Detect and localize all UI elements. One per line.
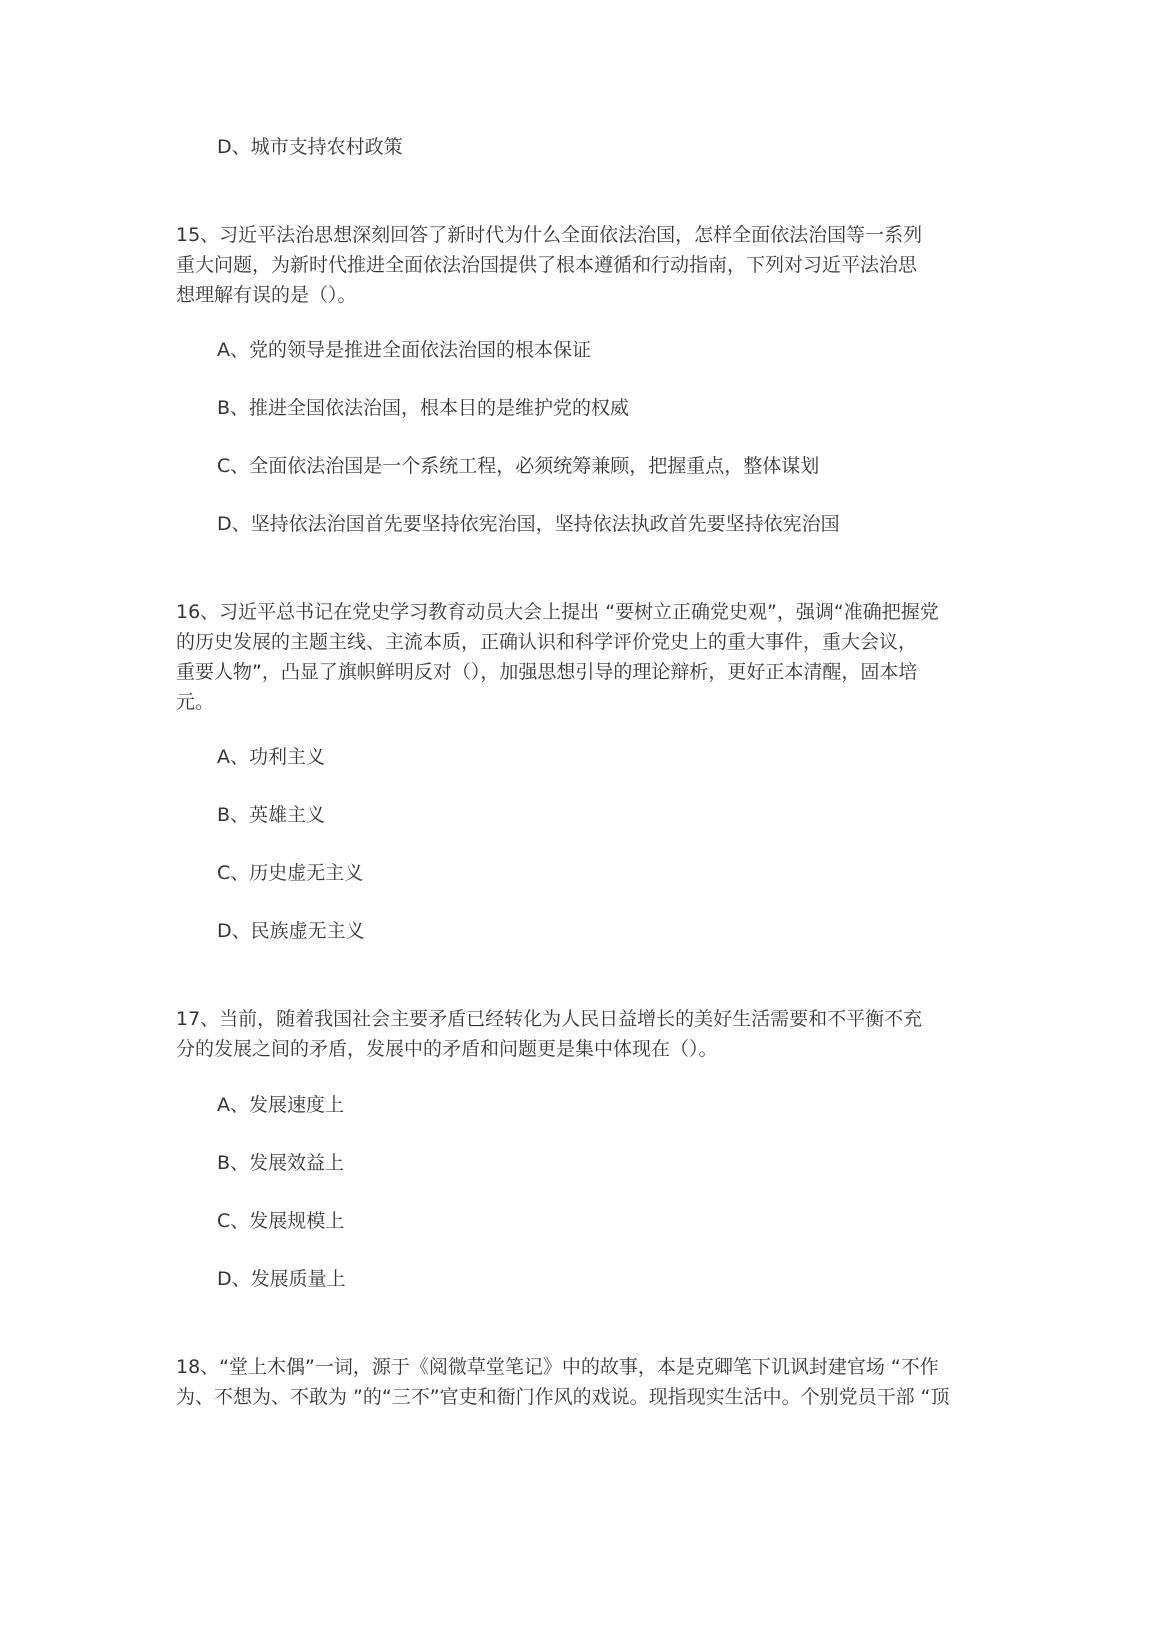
stem-line: 分的发展之间的矛盾，发展中的矛盾和问题更是集中体现在（）。 (176, 1038, 718, 1060)
stem-line: 想理解有误的是（）。 (176, 284, 357, 306)
stem-line: 的历史发展的主题主线、主流本质，正确认识和科学评价党史上的重大事件，重大会议， (176, 631, 918, 653)
stem-line: 为、不想为、不敢为 ”的“三不”官吏和衙门作风的戏说。现指现实生活中。个别党员干部 “顶 (176, 1386, 950, 1408)
question-15-stem (176, 220, 976, 310)
stem-line: 元。 (176, 691, 215, 713)
question-17-option-b: B、发展效益上 (217, 1152, 345, 1174)
stem-line: 重要人物”，凸显了旗帜鲜明反对（），加强思想引导的理论辩析，更好正本清醒，固本培 (176, 661, 918, 683)
question-15-option-b: B、推进全国依法治国，根本目的是维护党的权威 (217, 397, 630, 419)
stem-line: 15、习近平法治思想深刻回答了新时代为什么全面依法治国，怎样全面依法治国等一系列 (176, 224, 923, 246)
stem-line: 16、习近平总书记在党史学习教育动员大会上提出 “要树立正确党史观”，强调“准确把握党 (176, 601, 939, 623)
question-18-stem (176, 1352, 976, 1412)
question-16-option-d: D、民族虚无主义 (217, 920, 365, 942)
stem-line: 重大问题，为新时代推进全面依法治国提供了根本遵循和行动指南，下列对习近平法治思 (176, 254, 918, 276)
stem-line: 17、当前，随着我国社会主要矛盾已经转化为人民日益增长的美好生活需要和不平衡不充 (176, 1008, 923, 1030)
question-16-option-b: B、英雄主义 (217, 804, 326, 826)
question-16-option-c: C、历史虚无主义 (217, 862, 364, 884)
question-15-option-d: D、坚持依法治国首先要坚持依宪治国，坚持依法执政首先要坚持依宪治国 (217, 513, 840, 535)
question-17-stem (176, 1004, 976, 1064)
question-16-stem (176, 597, 976, 717)
question-15-option-a: A、党的领导是推进全面依法治国的根本保证 (217, 339, 591, 361)
question-15-option-c: C、全面依法治国是一个系统工程，必须统筹兼顾，把握重点，整体谋划 (217, 455, 820, 477)
question-17-option-d: D、发展质量上 (217, 1268, 346, 1290)
question-17-option-c: C、发展规模上 (217, 1210, 345, 1232)
stem-line: 18、“堂上木偶”一词，源于《阅微草堂笔记》中的故事，本是克卿笔下讥讽封建官场 “不作 (176, 1356, 939, 1378)
question-17-option-a: A、发展速度上 (217, 1094, 344, 1116)
question-16-option-a: A、功利主义 (217, 746, 325, 768)
option-d-prev: D、城市支持农村政策 (217, 136, 403, 158)
